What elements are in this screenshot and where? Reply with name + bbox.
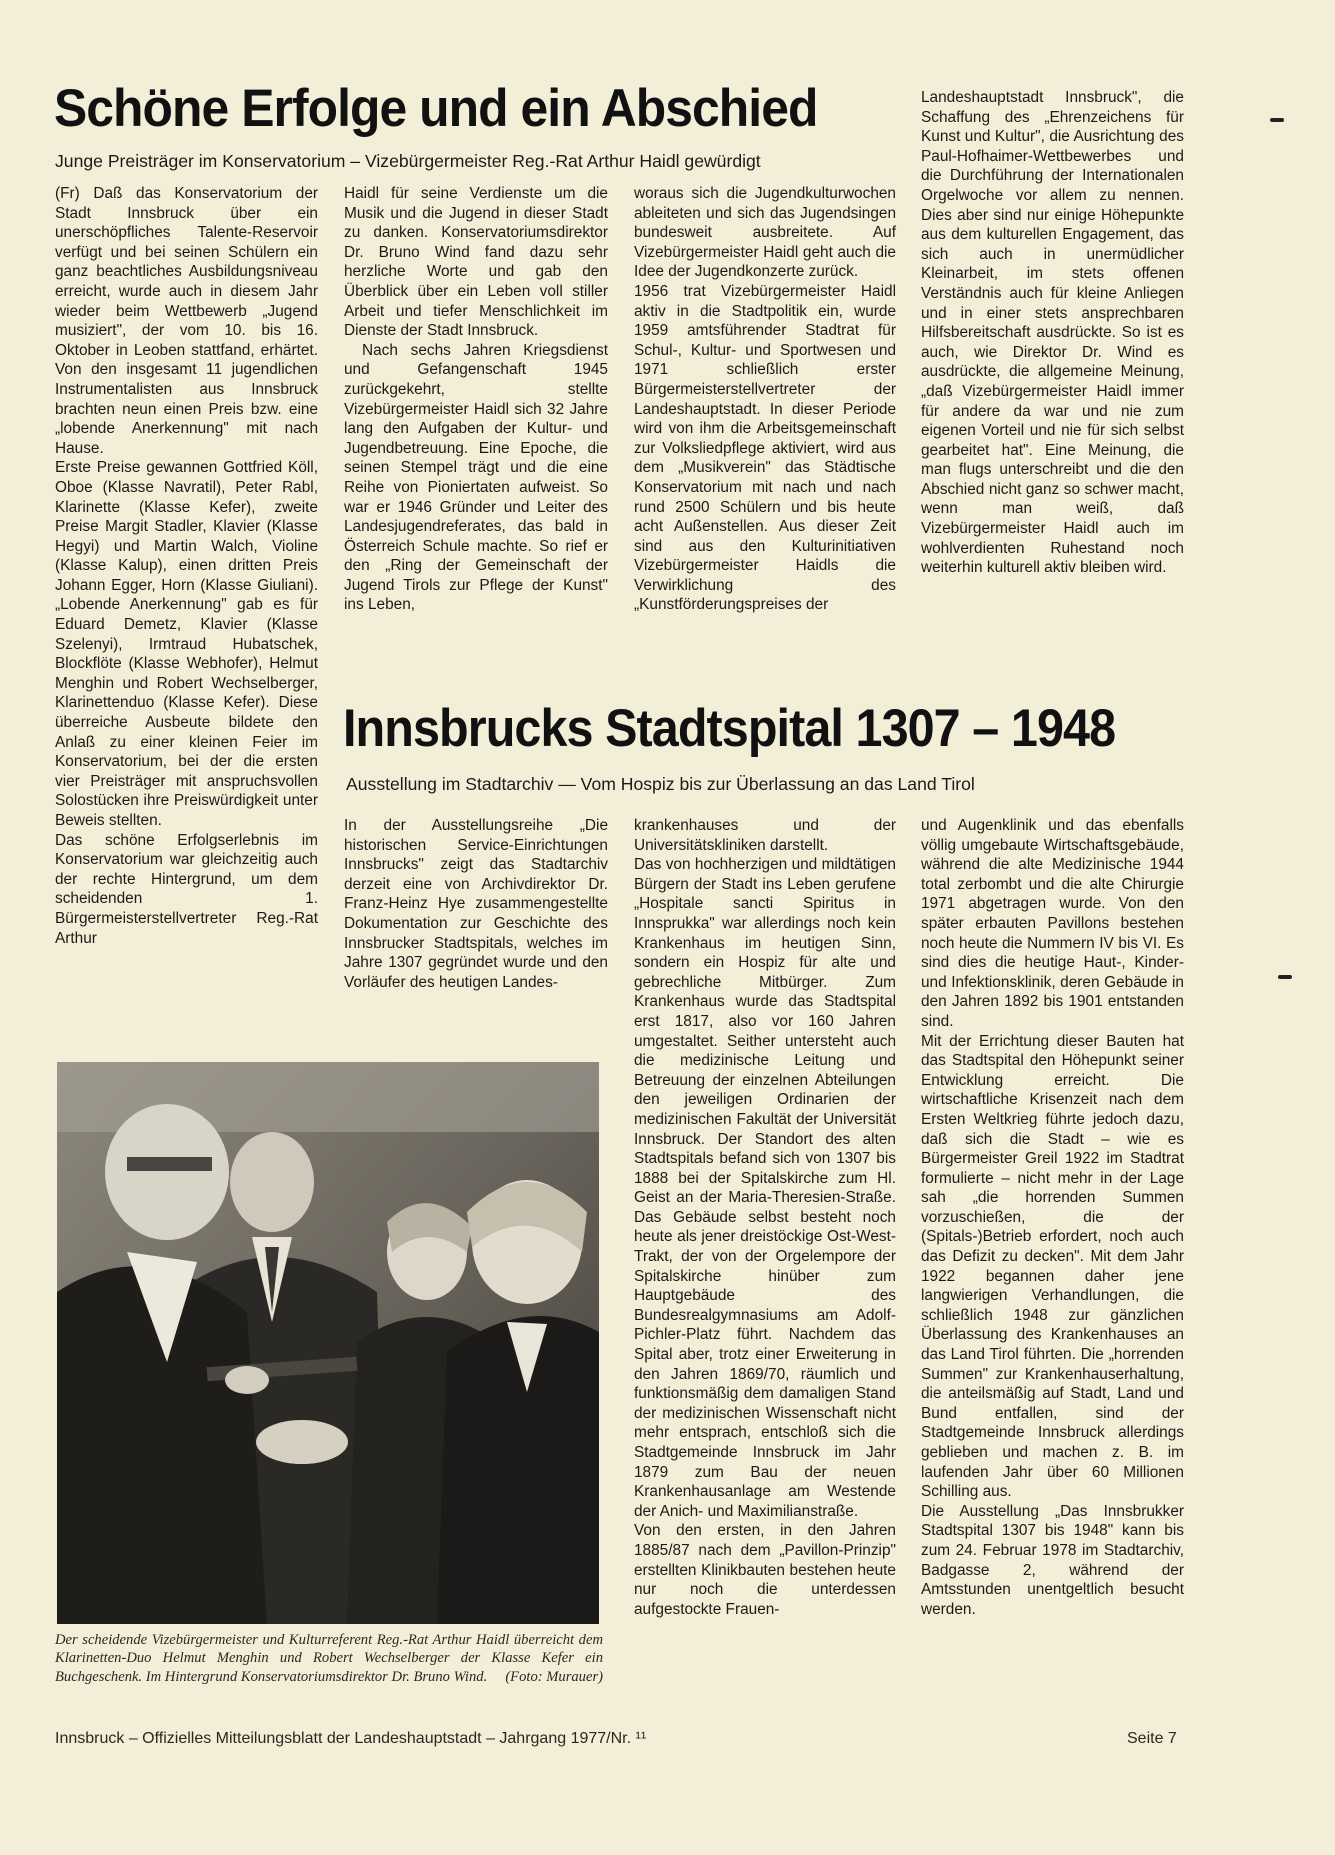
footer-publication-line: Innsbruck – Offizielles Mitteilungsblatt der Landeshauptstadt – Jahrgang 1977/Nr. ¹¹ <box>55 1730 647 1747</box>
paragraph: krankenhauses und der Universitätskliniken darstellt. <box>634 817 896 854</box>
article2-headline: Innsbrucks Stadtspital 1307 – 1948 <box>343 699 1116 758</box>
paragraph: Das von hochherzigen und mildtätigen Bürgern der Stadt ins Leben gerufene „Hospitale sancti Spiritus in Innsprukka" war allerdings noch kein Krankenhaus im heutigen Sinn, sondern ein Hospiz für alte und gebrechliche Mitbürger. Zum Krankenhaus wurde das Stadtspital erst 1817, also vor 160 Jahren umgestaltet. Seither untersteht auch die medizinische Leitung und Betreuung der einzelnen Abteilungen den jeweiligen Ordinarien der medizinischen Fakultät der Universität Innsbruck. Der Standort des alten Stadtspitals befand sich von 1307 bis 1888 bei der Spitalskirche zum Hl. Geist an der Maria-Theresien-Straße. Das Gebäude selbst besteht noch heute als jener dreistöckige Ost-West-Trakt, der von der Orgelempore der Spitalskirche hinüber zum Hauptgebäude des Bundesrealgymnasiums am Adolf-Pichler-Platz führt. Nachdem das Spital aber, trotz einer Erweiterung in den Jahren 1869/70, räumlich und funktionsmäßig dem damaligen Stand der medizinischen Wissenschaft nicht mehr entsprach, entschloß sich die Stadtgemeinde Innsbruck im Jahr 1879 zum Bau der neuen Krankenhausanlage am Westende der Anich- und Maximilianstraße. <box>634 856 896 1520</box>
footer-page-number: Seite 7 <box>1127 1730 1177 1747</box>
paragraph: Landeshauptstadt Innsbruck", die Schaffung des „Ehrenzeichens für Kunst und Kultur", die Ausrichtung des Paul-Hofhaimer-Wettbewerbes und die Durchführung der Internationalen Orgelwoche vor allem zu nennen. Dies aber sind nur einige Höhepunkte aus dem kulturellen Engagement, das sich auch in unermüdlicher Kleinarbeit, im stets offenen Verständnis auch für kleine Anliegen und in einer stets ansprechbaren Hilfsbereitschaft ausdrückte. So ist es auch, wie Direktor Dr. Wind es ausdrückte, die allgemeine Meinung, „daß Vizebürgermeister Haidl immer für andere da war und nie zum eigenen Vorteil und nie für sich selbst gearbeitet hat". Eine Meinung, die man flugs unterschreibt und die den Abschied nicht ganz so schwer macht, wenn man weiß, daß Vizebürgermeister Haidl auch im wohlverdienten Ruhestand noch weiterhin kulturell aktiv bleiben wird. <box>921 89 1184 577</box>
press-photo-image <box>57 1062 599 1624</box>
photo-caption <box>55 1631 603 1686</box>
paragraph: Erste Preise gewannen Gottfried Köll, Oboe (Klasse Navratil), Peter Rabl, Klarinette (Klasse Kefer), zweite Preise Margit Stadler, Klavier (Klasse Hegyi) und Martin Walch, Violine (Klasse Kalup), einen dritten Preis Johann Egger, Horn (Klasse Giuliani). „Lobende Anerkennung" gab es für Eduard Demetz, Klavier (Klasse Szelenyi), Irmtraud Hubatschek, Blockflöte (Klasse Webhofer), Helmut Menghin und Robert Wechselberger, Klarinettenduo (Klasse Kefer). Diese überreiche Ausbeute bildete den Anlaß zu einer kleinen Feier im Konservatorium, bei der die ersten vier Preisträger mit anspruchsvollen Solostücken ihre Preiswürdigkeit unter Beweis stellten. <box>55 459 318 829</box>
paragraph: Von den ersten, in den Jahren 1885/87 nach dem „Pavillon-Prinzip" erstellten Klinikbauten bestehen heute nur noch die unterdessen aufgestockte Frauen- <box>634 1522 896 1618</box>
press-photo <box>57 1062 599 1624</box>
article1-column-4 <box>921 88 1184 578</box>
paragraph: Mit der Errichtung dieser Bauten hat das Stadtspital den Höhepunkt seiner Entwicklung erreicht. Die wirtschaftliche Krisenzeit nach dem Ersten Weltkrieg führte jedoch dazu, daß sich die Stadt – wie es Bürgermeister Greil 1922 im Stadtrat formulierte – nicht mehr in der Lage sah „die horrenden Summen vorzuschießen, die der (Spitals-)Betrieb erfordert, noch auch das Defizit zu decken". Mit dem Jahr 1922 begannen daher jene langwierigen Verhandlungen, die schließlich 1948 zur gänzlichen Überlassung des Krankenhauses an das Land Tirol führten. Die „horrenden Summen" zur Krankenhauserhaltung, die anteilsmäßig auf Stadt, Land und Bund entfallen, sind der Stadtgemeinde Innsbruck allerdings geblieben und machen z. B. im laufenden Jahr über 60 Millionen Schilling aus. <box>921 1032 1184 1501</box>
paragraph: Die Ausstellung „Das Innsbrukker Stadtspital 1307 bis 1948" kann bis zum 24. Februar 1978 im Stadtarchiv, Badgasse 2, während der Amtsstunden unentgeltlich besucht werden. <box>921 1502 1184 1618</box>
paragraph: Nach sechs Jahren Kriegsdienst und Gefangenschaft 1945 zurückgekehrt, stellte Vizebürgermeister Haidl sich 32 Jahre lang den Aufgaben der Kultur- und Jugendbetreuung. Eine Epoche, die seinen Stempel trägt und die eine Reihe von Pioniertaten aufweist. So war er 1946 Gründer und Leiter des Landesjugendreferates, das bald in Österreich Schule machte. So rief er den „Ring der Gemeinschaft der Jugend Tirols zur Pflege der Kunst" ins Leben, <box>344 341 608 614</box>
caption-text: Der scheidende Vizebürgermeister und Kulturreferent Reg.-Rat Arthur Haidl überreicht dem Klarinetten-Duo Helmut Menghin und Robert Wechselberger der Klasse Kefer ein Buchgeschenk. Im Hintergrund Konservatoriumsdirektor Dr. Bruno Wind. <box>55 1632 603 1685</box>
article1-headline: Schöne Erfolge und ein Abschied <box>54 79 818 138</box>
article2-column-2 <box>634 816 896 1619</box>
paragraph: In der Ausstellungsreihe „Die historischen Service-Einrichtungen Innsbrucks" zeigt das Stadtarchiv derzeit eine von Archivdirektor Dr. Franz-Heinz Hye zusammengestellte Dokumentation zur Geschichte des Innsbrucker Stadtspitals, welches im Jahre 1307 gegründet wurde und den Vorläufer des heutigen Landes- <box>344 817 608 991</box>
paragraph: woraus sich die Jugendkulturwochen ableiteten und sich das Jugendsingen bundesweit ausbreitete. Auf Vizebürgermeister Haidl geht auch die Idee der Jugendkonzerte zurück. <box>634 185 896 281</box>
paragraph: 1956 trat Vizebürgermeister Haidl aktiv in die Stadtpolitik ein, wurde 1959 amtsführender Stadtrat für Schul-, Kultur- und Sportwesen und 1971 schließlich erster Bürgermeisterstellvertreter der Landeshauptstadt. In dieser Periode wird von ihm die Arbeitsgemeinschaft zur Volksliedpflege aktiviert, wird aus dem „Musikverein" das Städtische Konservatorium mit nach und nach rund 2500 Schülern und bis heute acht Außenstellen. Aus dieser Zeit sind aus den Kulturinitiativen Vizebürgermeister Haidls die Verwirklichung des „Kunstförderungspreises der <box>634 282 896 614</box>
article1-column-2 <box>344 184 608 615</box>
photo-credit: (Foto: Murauer) <box>505 1668 603 1685</box>
paragraph: Das schöne Erfolgserlebnis im Konservatorium war gleichzeitig auch der rechte Hintergrund, um dem scheidenden 1. Bürgermeisterstellvertreter Reg.-Rat Arthur <box>55 831 318 947</box>
paragraph: und Augenklinik und das ebenfalls völlig umgebaute Wirtschaftsgebäude, während die alte Medizinische 1944 total zerbombt und die alte Chirurgie 1971 abgetragen wurde. Von den später erbauten Pavillons bestehen noch heute die Nummern IV bis VI. Es sind dies die heutige Haut-, Kinder- und Infektionsklinik, deren Gebäude in den Jahren 1892 bis 1901 entstanden sind. <box>921 817 1184 1030</box>
article2-subheadline: Ausstellung im Stadtarchiv — Vom Hospiz bis zur Überlassung an das Land Tirol <box>346 774 975 794</box>
article2-column-1 <box>344 816 608 992</box>
article1-column-1 <box>55 184 318 948</box>
margin-mark <box>1270 118 1284 122</box>
article2-column-3 <box>921 816 1184 1619</box>
article1-subheadline: Junge Preisträger im Konservatorium – Vizebürgermeister Reg.-Rat Arthur Haidl gewürdigt <box>55 151 761 171</box>
margin-mark <box>1278 975 1292 979</box>
article1-column-3 <box>634 184 896 615</box>
paragraph: Haidl für seine Verdienste um die Musik und die Jugend in dieser Stadt zu danken. Konservatoriumsdirektor Dr. Bruno Wind fand dazu sehr herzliche Worte und gab den Überblick über ein Leben voll stiller Arbeit und tiefer Menschlichkeit im Dienste der Stadt Innsbruck. <box>344 185 608 340</box>
paragraph: (Fr) Daß das Konservatorium der Stadt Innsbruck über ein unerschöpfliches Talente-Reservoir verfügt und bei seinen Schülern ein ganz beachtliches Ausbildungsniveau erreicht, wurde auch in diesem Jahr wieder beim Wettbewerb „Jugend musiziert", der vom 10. bis 16. Oktober in Leoben stattfand, erhärtet. Von den insgesamt 11 jugendlichen Instrumentalisten aus Innsbruck brachten neun einen Preis bzw. eine „lobende Anerkennung" mit nach Hause. <box>55 185 318 457</box>
